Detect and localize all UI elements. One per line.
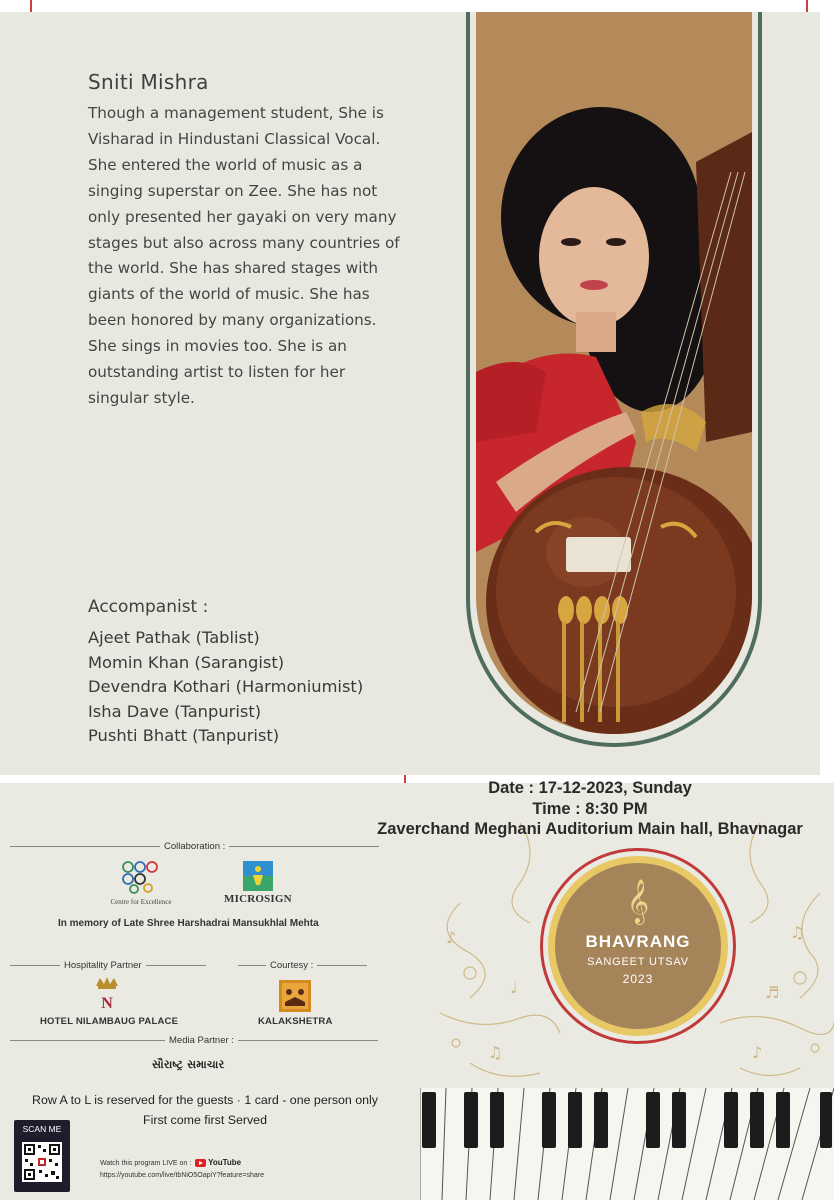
centre-for-excellence-logo [120,860,160,894]
hotel-nilambaug-name: HOTEL NILAMBAUG PALACE [40,1016,179,1027]
media-heading [10,1035,378,1046]
rule-line [229,846,379,847]
edge-tick [30,0,32,12]
kalakshetra-name: KALAKSHETRA [258,1016,333,1027]
event-date: Date : 17-12-2023, Sunday [488,779,692,797]
hospitality-heading [10,960,206,971]
microsign-logo [243,861,273,891]
crown-crest-icon [92,976,122,1012]
bio-line: the world. She has shared stages with [88,259,379,278]
bio-line: She sings in movies too. She is an [88,337,347,356]
svg-text:N: N [101,995,113,1012]
live-stream-note [100,1158,241,1167]
qr-code-icon[interactable] [22,1142,62,1182]
svg-text:♫: ♫ [790,923,805,942]
rule-line [10,846,160,847]
courtesy-label: Courtesy : [270,960,314,971]
accompanist-title: Accompanist : [88,597,209,617]
rule-line [238,965,266,966]
rings-icon [120,860,160,894]
kalakshetra-logo [279,980,311,1012]
artist-with-tanpura-image [476,12,752,734]
rule-line [146,965,206,966]
artist-photo [476,12,752,734]
courtesy-heading [238,960,367,971]
svg-text:♩: ♩ [510,978,518,997]
edge-tick [806,0,808,12]
festival-year: 2023 [622,972,654,986]
kalakshetra-emblem-icon [279,980,311,1012]
accompanist-item: Ajeet Pathak (Tablist) [88,628,260,647]
collaboration-heading [10,841,379,852]
youtube-wordmark: YouTube [208,1158,242,1167]
treble-clef-icon [626,872,650,926]
top-edge [0,0,834,12]
bio-line: giants of the world of music. She has [88,285,370,304]
event-time: Time : 8:30 PM [532,799,648,818]
bio-line: Though a management student, She is [88,104,384,122]
artist-name: Sniti Mishra [88,70,209,94]
reservation-note: Row A to L is reserved for the guests · 1 card - one person only [32,1093,378,1107]
rule-line [317,965,367,966]
memory-dedication: In memory of Late Shree Harshadrai Mansukhlal Mehta [58,918,319,929]
event-details [360,778,820,840]
bio-line: singing superstar on Zee. She has not [88,181,378,200]
bio-line: stages but also across many countries of [88,233,400,252]
accompanist-item: Momin Khan (Sarangist) [88,652,285,672]
bio-line: She entered the world of music as a [88,155,363,174]
youtube-play-icon [195,1159,206,1167]
microsign-name: MICROSIGN [224,893,292,905]
svg-text:♬: ♬ [765,983,780,1002]
accompanist-item: Isha Dave (Tanpurist) [88,701,262,721]
bio-line: Visharad in Hindustani Classical Vocal. [88,129,381,148]
bio-line: been honored by many organizations. [88,311,377,330]
festival-subtitle: SANGEET UTSAV [587,956,689,968]
youtube-link[interactable]: https://youtube.com/live/tbNiO5OapiY?feature=share [100,1172,265,1179]
accompanist-list [88,626,363,749]
accompanist-item: Pushti Bhatt (Tanpurist) [88,726,280,745]
bio-line: singular style. [88,388,195,407]
first-come-note: First come first Served [143,1113,267,1127]
accompanist-item: Devendra Kothari (Harmoniumist) [88,677,364,696]
festival-title: BHAVRANG [585,932,691,951]
svg-text:♪: ♪ [446,928,457,947]
artist-bio [88,101,424,412]
media-label: Media Partner : [169,1035,234,1046]
qr-code-box[interactable] [14,1120,70,1192]
event-venue: Zaverchand Meghani Auditorium Main hall, Bhavnagar [377,820,803,838]
bio-line: outstanding artist to listen for her [88,363,346,382]
right-edge [820,0,834,775]
scan-me-label: SCAN ME [22,1124,62,1134]
svg-text:♪: ♪ [752,1043,763,1062]
rule-line [238,1040,378,1041]
watch-text: Watch this program LIVE on : [100,1160,192,1167]
svg-text:𝄞: 𝄞 [626,879,650,923]
media-partner-logo: સૌરાષ્ટ્ર સમાચાર [152,1058,225,1071]
rule-line [10,965,60,966]
piano-keyboard-illustration [420,1088,834,1200]
nilambaug-crest-logo [92,976,122,1012]
collaboration-label: Collaboration : [164,841,226,852]
bio-line: only presented her gayaki on very many [88,207,397,226]
centre-for-excellence-name: Centre for Excellence [110,898,172,906]
svg-text:♫: ♫ [488,1043,503,1062]
accessibility-icon [243,861,273,891]
hospitality-label: Hospitality Partner [64,960,142,971]
rule-line [10,1040,165,1041]
